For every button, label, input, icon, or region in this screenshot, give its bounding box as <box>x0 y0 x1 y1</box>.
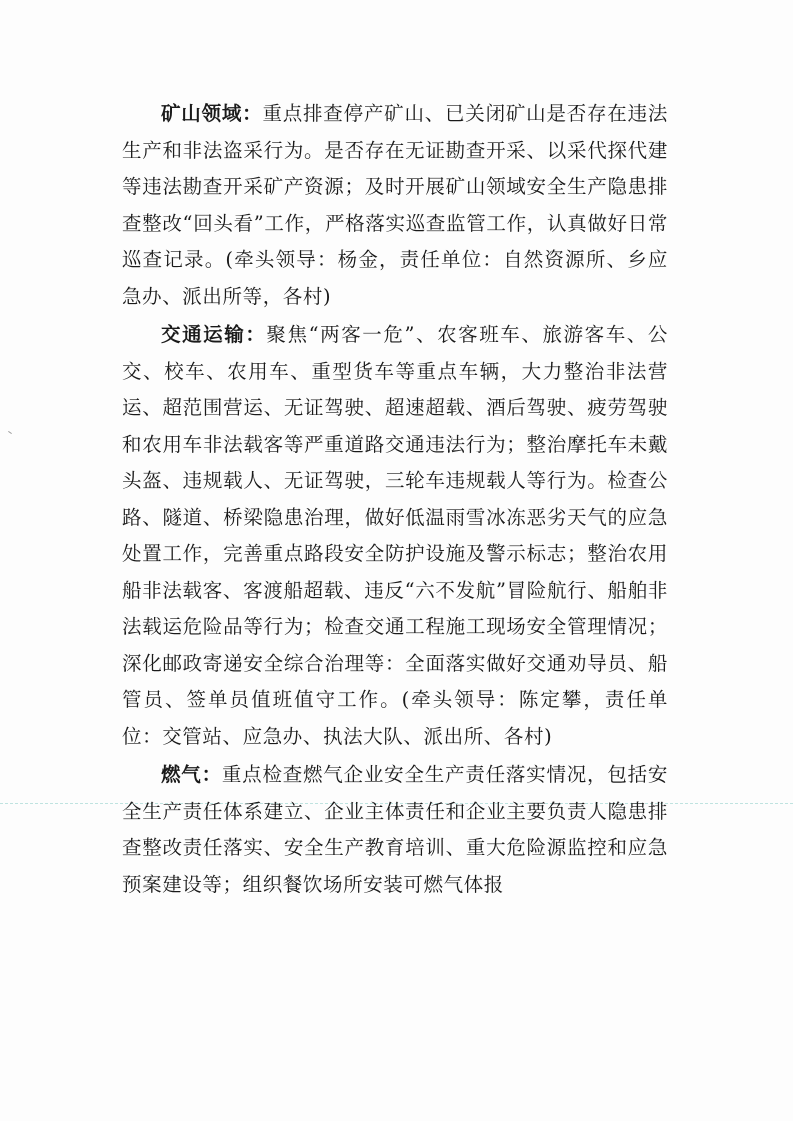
section-heading: 矿山领域： <box>161 102 263 125</box>
section-heading: 燃气： <box>161 763 222 786</box>
document-body <box>122 96 668 903</box>
section-text: 重点排查停产矿山、已关闭矿山是否存在违法生产和非法盗采行为。是否存在无证勘查开采、以采代探代建等违法勘查开采矿产资源；及时开展矿山领域安全生产隐患排查整改“回头看”工作，严格落实巡查监管工作，认真做好日常巡查记录。(牵头领导：杨金，责任单位：自然资源所、乡应急办、派出所等，各村) <box>122 102 668 308</box>
section-text: 重点检查燃气企业安全生产责任落实情况，包括安全生产责任体系建立、企业主体责任和企业主要负责人隐患排查整改责任落实、安全生产教育培训、重大危险源监控和应急预案建设等；组织餐饮场所安装可燃气体报 <box>122 763 668 896</box>
section-gas <box>122 757 668 903</box>
scan-mark <box>8 431 12 434</box>
section-heading: 交通运输： <box>161 323 267 346</box>
section-text: 聚焦“两客一危”、农客班车、旅游客车、公交、校车、农用车、重型货车等重点车辆，大力整治非法营运、超范围营运、无证驾驶、超速超载、酒后驾驶、疲劳驾驶和农用车非法载客等严重道路交通违法行为；整治摩托车未戴头盔、违规载人、无证驾驶，三轮车违规载人等行为。检查公路、隧道、桥梁隐患治理，做好低温雨雪冰冻恶劣天气的应急处置工作，完善重点路段安全防护设施及警示标志；整治农用船非法载客、客渡船超载、违反“六不发航”冒险航行、船舶非法载运危险品等行为；检查交通工程施工现场安全管理情况；深化邮政寄递安全综合治理等：全面落实做好交通劝导员、船管员、签单员值班值守工作。(牵头领导：陈定攀，责任单位：交管站、应急办、执法大队、派出所、各村) <box>122 323 668 748</box>
section-mining <box>122 96 668 315</box>
section-transport <box>122 317 668 755</box>
